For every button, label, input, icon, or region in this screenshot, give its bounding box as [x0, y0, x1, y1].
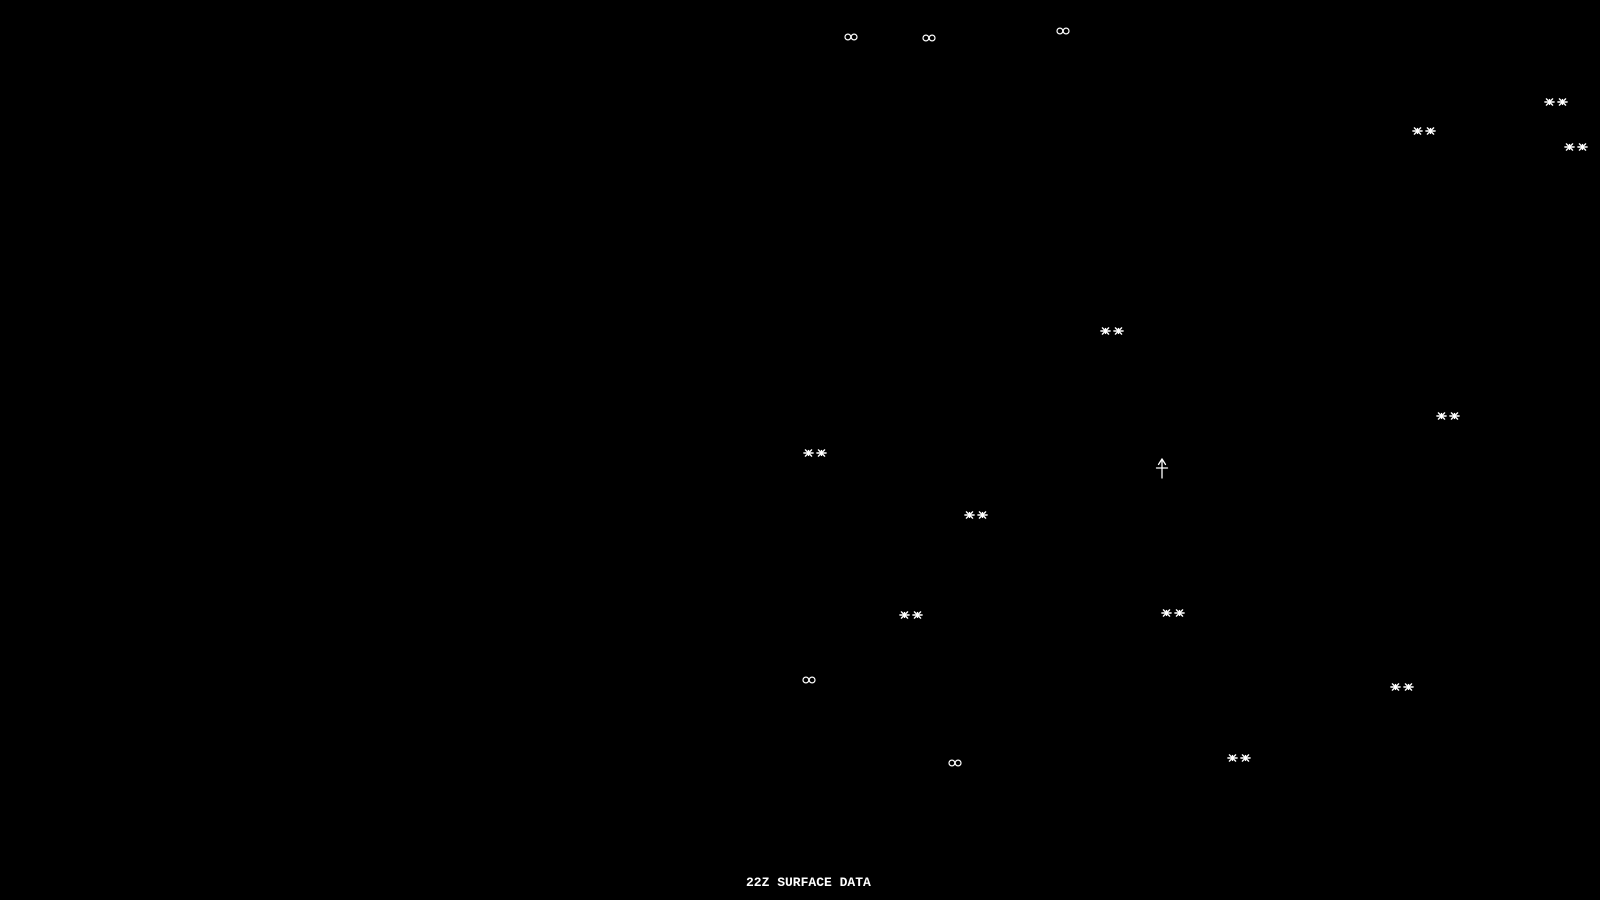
snow-symbol	[1564, 141, 1589, 153]
haze-symbol	[844, 33, 858, 42]
haze-symbol	[922, 34, 936, 43]
snow-double-asterisk-icon	[803, 447, 828, 459]
snow-symbol	[1412, 125, 1437, 137]
snow-symbol	[1100, 325, 1125, 337]
snow-symbol	[1161, 607, 1186, 619]
snow-symbol	[1544, 96, 1569, 108]
wind-arrow-symbol	[1155, 457, 1169, 479]
snow-double-asterisk-icon	[964, 509, 989, 521]
snow-double-asterisk-icon	[1412, 125, 1437, 137]
snow-symbol	[1390, 681, 1415, 693]
haze-infinity-icon	[1056, 27, 1070, 36]
snow-double-asterisk-icon	[899, 609, 924, 621]
snow-double-asterisk-icon	[1544, 96, 1569, 108]
snow-double-asterisk-icon	[1161, 607, 1186, 619]
snow-double-asterisk-icon	[1390, 681, 1415, 693]
snow-symbol	[1227, 752, 1252, 764]
haze-symbol	[948, 759, 962, 768]
haze-infinity-icon	[922, 34, 936, 43]
snow-double-asterisk-icon	[1436, 410, 1461, 422]
snow-symbol	[1436, 410, 1461, 422]
snow-double-asterisk-icon	[1564, 141, 1589, 153]
haze-infinity-icon	[844, 33, 858, 42]
snow-symbol	[899, 609, 924, 621]
snow-symbol	[803, 447, 828, 459]
snow-double-asterisk-icon	[1227, 752, 1252, 764]
haze-infinity-icon	[948, 759, 962, 768]
haze-infinity-icon	[802, 676, 816, 685]
frame-label: 22Z SURFACE DATA	[746, 875, 871, 890]
wind-arrow-icon	[1155, 457, 1169, 479]
snow-double-asterisk-icon	[1100, 325, 1125, 337]
snow-symbol	[964, 509, 989, 521]
haze-symbol	[802, 676, 816, 685]
haze-symbol	[1056, 27, 1070, 36]
